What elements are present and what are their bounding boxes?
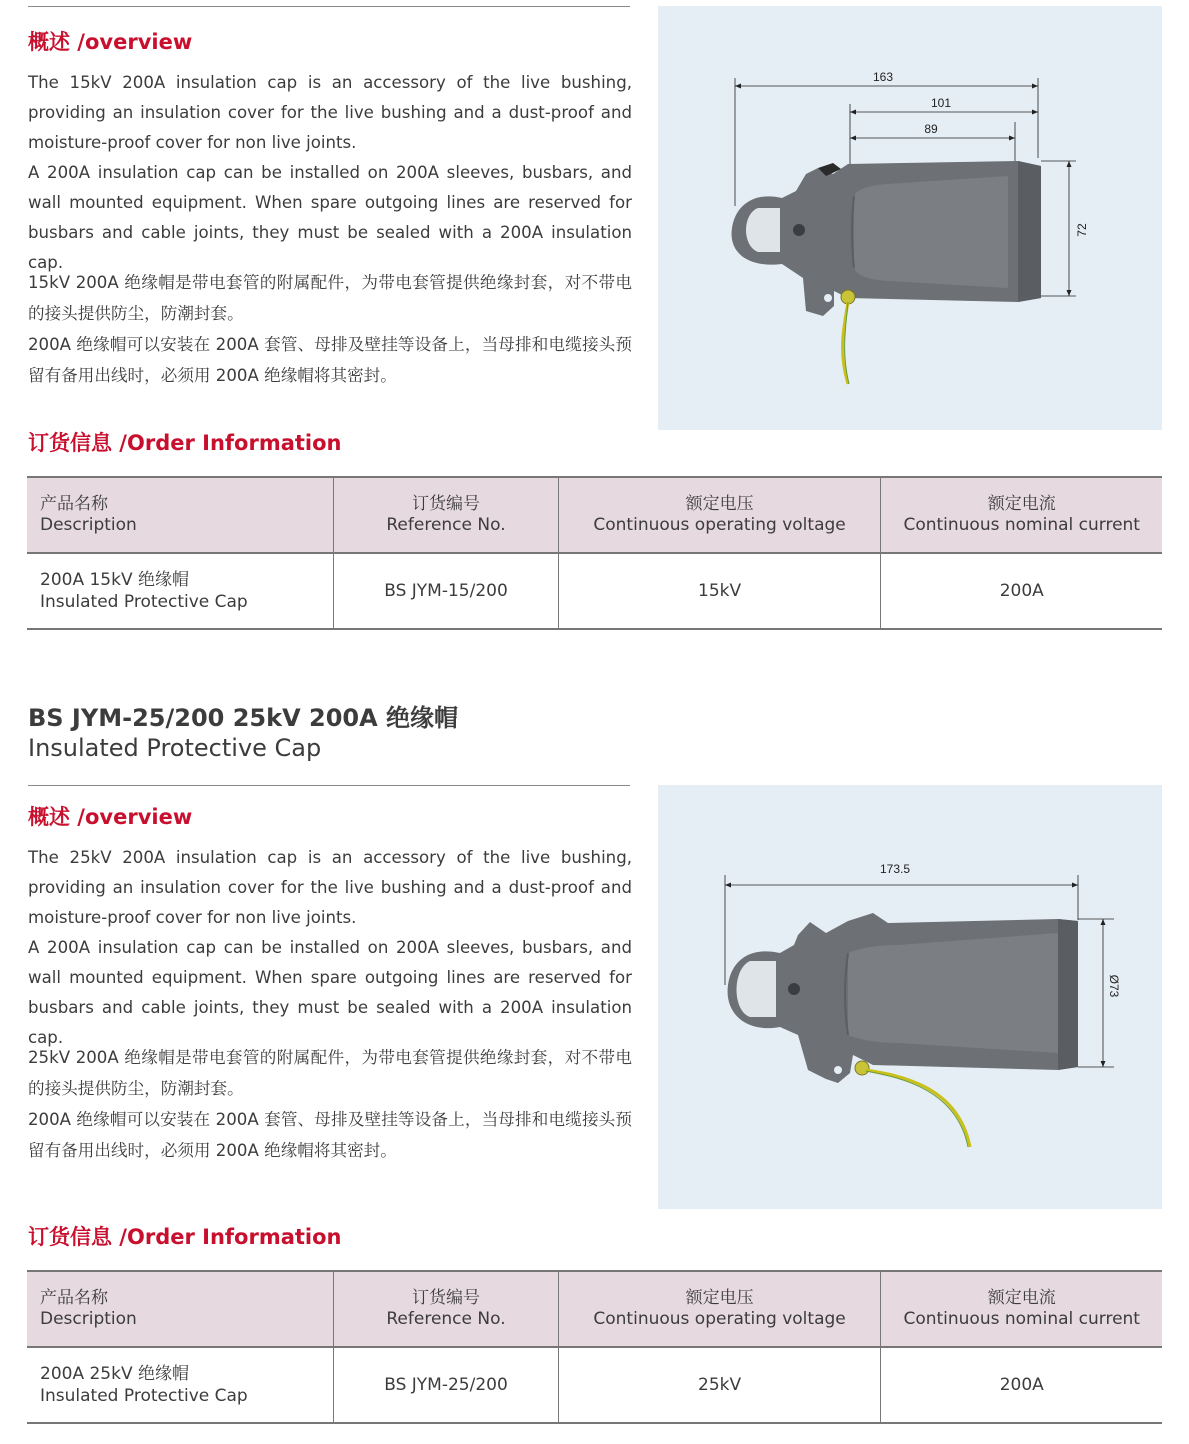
table-header-cell [27, 1271, 334, 1347]
product-title: BS JYM-25/200 25kV 200A 绝缘帽 [28, 704, 459, 732]
header-en: Description [40, 1309, 137, 1329]
overview-cn-1 [28, 267, 632, 391]
header-en: Continuous operating voltage [593, 1309, 846, 1329]
header-en: Continuous nominal current [903, 1309, 1140, 1329]
overview-heading-2: 概述 /overview [28, 805, 193, 829]
header-cn: 订货编号 [412, 494, 480, 514]
dimension-label: 101 [930, 96, 952, 110]
table-header-cell [334, 477, 558, 553]
header-en: Continuous nominal current [903, 515, 1140, 535]
cap-body [732, 161, 1041, 384]
overview-en-para: The 25kV 200A insulation cap is an accessory of the live bushing, providing an insulation cover for the live bushing and a dust-proof and moisture-proof cover for non live joints. [28, 848, 632, 927]
desc-en: Insulated Protective Cap [40, 592, 248, 612]
table-cell-current: 200A [881, 553, 1162, 629]
table-header-cell [27, 477, 334, 553]
header-en: Reference No. [386, 1309, 506, 1329]
overview-en-1 [28, 68, 632, 278]
table-cell-reference: BS JYM-15/200 [334, 553, 558, 629]
table-row [27, 1347, 1162, 1423]
cap-diagram-25kv [658, 785, 1162, 1209]
header-cn: 产品名称 [40, 494, 108, 514]
table-cell-description [27, 553, 334, 629]
overview-cn-para: 25kV 200A 绝缘帽是带电套管的附属配件，为带电套管提供绝缘封套，对不带电的接头提供防尘，防潮封套。 [28, 1048, 632, 1098]
table-cell-current: 200A [881, 1347, 1162, 1423]
overview-cn-2 [28, 1042, 632, 1166]
dimension-label: 173.5 [879, 862, 911, 876]
overview-en-para: A 200A insulation cap can be installed on 200A sleeves, busbars, and wall mounted equipment. When spare outgoing lines are reserved for busbars and cable joints, they must be sealed with a 200A insulation cap. [28, 938, 632, 1047]
table-header-row [27, 1271, 1162, 1347]
cap-diagram-15kv [658, 6, 1162, 430]
section-divider [28, 785, 630, 786]
order-table-15kv [27, 476, 1162, 630]
cap-body [728, 913, 1078, 1147]
table-cell-reference: BS JYM-25/200 [334, 1347, 558, 1423]
dimension-label: 163 [872, 70, 894, 84]
header-cn: 额定电流 [987, 494, 1056, 514]
table-row [27, 553, 1162, 629]
top-divider [28, 6, 630, 7]
header-en: Reference No. [386, 515, 506, 535]
overview-cn-para: 15kV 200A 绝缘帽是带电套管的附属配件，为带电套管提供绝缘封套，对不带电的接头提供防尘，防潮封套。 [28, 273, 632, 323]
dimension-label: 89 [924, 122, 938, 136]
table-cell-voltage: 15kV [558, 553, 881, 629]
product-subtitle: Insulated Protective Cap [28, 734, 322, 762]
dimension-label: 72 [1075, 223, 1089, 237]
header-en: Continuous operating voltage [593, 515, 846, 535]
product-drawing-15kv [658, 6, 1162, 430]
header-cn: 订货编号 [412, 1288, 480, 1308]
header-cn: 产品名称 [40, 1288, 108, 1308]
dimension-label: Ø73 [1107, 974, 1121, 998]
table-cell-voltage: 25kV [558, 1347, 881, 1423]
header-en: Description [40, 515, 137, 535]
table-header-cell [881, 477, 1162, 553]
overview-en-para: A 200A insulation cap can be installed on 200A sleeves, busbars, and wall mounted equipment. When spare outgoing lines are reserved for busbars and cable joints, they must be sealed with a 200A insulation cap. [28, 163, 632, 272]
order-heading-2: 订货信息 /Order Information [28, 1225, 342, 1249]
header-cn: 额定电压 [685, 1288, 754, 1308]
overview-cn-para: 200A 绝缘帽可以安装在 200A 套管、母排及壁挂等设备上，当母排和电缆接头预留有备用出线时，必须用 200A 绝缘帽将其密封。 [28, 335, 632, 385]
overview-heading-1: 概述 /overview [28, 30, 193, 54]
product-drawing-25kv [658, 785, 1162, 1209]
table-header-cell [558, 1271, 881, 1347]
overview-en-2 [28, 843, 632, 1053]
desc-en: Insulated Protective Cap [40, 1386, 248, 1406]
header-cn: 额定电压 [685, 494, 754, 514]
table-header-row [27, 477, 1162, 553]
table-header-cell [881, 1271, 1162, 1347]
desc-cn: 200A 25kV 绝缘帽 [40, 1364, 189, 1384]
order-heading-1: 订货信息 /Order Information [28, 431, 342, 455]
table-header-cell [558, 477, 881, 553]
table-header-cell [334, 1271, 558, 1347]
order-table-25kv [27, 1270, 1162, 1424]
overview-cn-para: 200A 绝缘帽可以安装在 200A 套管、母排及壁挂等设备上，当母排和电缆接头预留有备用出线时，必须用 200A 绝缘帽将其密封。 [28, 1110, 632, 1160]
desc-cn: 200A 15kV 绝缘帽 [40, 570, 189, 590]
table-cell-description [27, 1347, 334, 1423]
overview-en-para: The 15kV 200A insulation cap is an accessory of the live bushing, providing an insulation cover for the live bushing and a dust-proof and moisture-proof cover for non live joints. [28, 73, 632, 152]
header-cn: 额定电流 [987, 1288, 1056, 1308]
